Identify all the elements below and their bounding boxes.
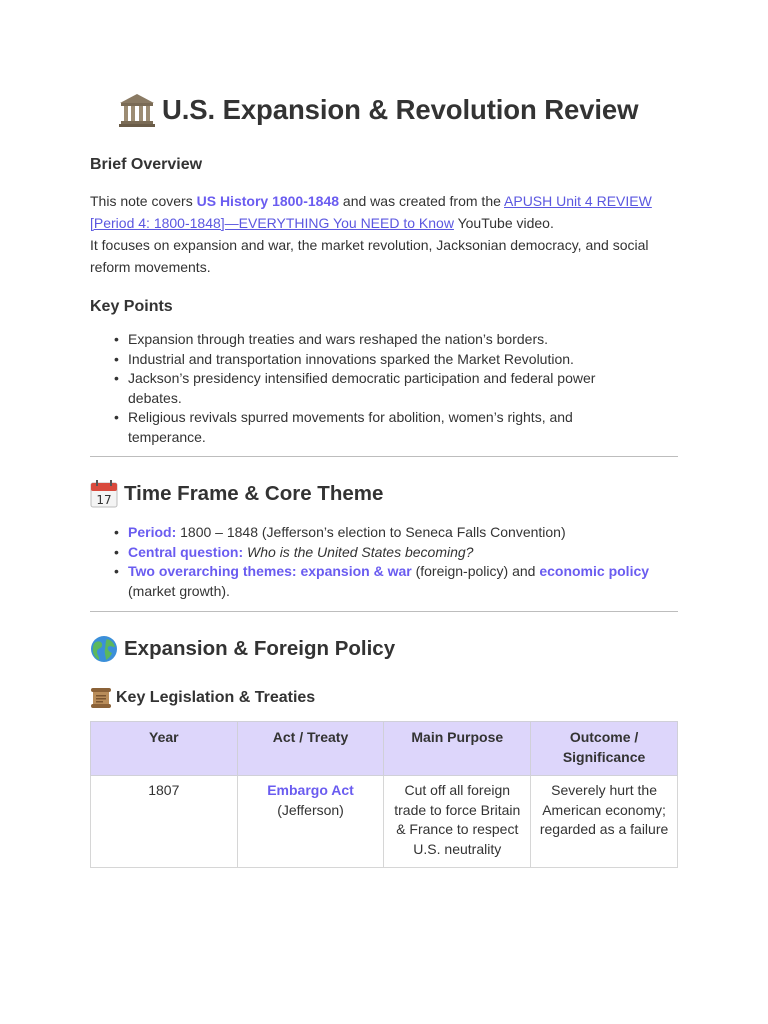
- list-item: • Expansion through treaties and wars reshaped the nation’s borders.: [90, 330, 650, 350]
- legislation-table: [90, 721, 678, 868]
- overview-text: This note covers: [90, 193, 197, 209]
- time-frame-list: [90, 523, 650, 601]
- key-points-list: [90, 330, 650, 447]
- list-item: [90, 543, 650, 563]
- year-cell: 1807: [91, 776, 238, 868]
- time-frame-heading: Time Frame & Core Theme: [124, 482, 384, 505]
- divider: [90, 456, 678, 457]
- classical-building-icon: [118, 92, 156, 128]
- column-header: Act / Treaty: [237, 722, 384, 776]
- period-value: 1800 – 1848 (Jefferson’s election to Seneca Falls Convention): [176, 524, 566, 540]
- time-frame-heading-row: [90, 480, 383, 508]
- overview-heading: Brief Overview: [90, 156, 203, 173]
- list-item: [90, 562, 650, 601]
- themes-label: Two overarching themes: expansion & war: [128, 563, 412, 579]
- page-title-row: [118, 92, 678, 128]
- expansion-heading: Expansion & Foreign Policy: [124, 637, 396, 660]
- list-item: [90, 523, 650, 543]
- column-header: Outcome / Significance: [531, 722, 678, 776]
- column-header: Main Purpose: [384, 722, 531, 776]
- themes-text: (market growth).: [128, 582, 230, 599]
- act-name: Embargo Act: [267, 782, 354, 798]
- period-highlight: US History 1800-1848: [196, 193, 340, 209]
- calendar-icon: [90, 480, 118, 508]
- table-header-row: [91, 722, 678, 776]
- table-row: [91, 776, 678, 868]
- themes-text: (foreign-policy) and: [411, 563, 540, 579]
- act-cell: [237, 776, 384, 868]
- overview-text: and was created from the: [339, 193, 505, 209]
- central-question-label: Central question:: [128, 543, 244, 560]
- list-item: • Religious revivals spurred movements for abolition, women’s rights, and temperance.: [90, 408, 650, 447]
- expansion-heading-row: [90, 635, 395, 663]
- legislation-heading-row: [90, 687, 315, 709]
- overview-paragraph: [90, 190, 678, 278]
- column-header: Year: [91, 722, 238, 776]
- key-points-heading: Key Points: [90, 298, 173, 315]
- period-label: Period:: [128, 524, 177, 540]
- purpose-cell: Cut off all foreign trade to force Britain & France to respect U.S. neutrality: [384, 776, 531, 868]
- overview-line-2: It focuses on expansion and war, the market revolution, Jacksonian democracy, and social reform movements.: [90, 237, 649, 275]
- act-note: (Jefferson): [277, 801, 344, 818]
- scroll-icon: [90, 687, 112, 709]
- overview-text: YouTube video.: [453, 215, 554, 231]
- svg-text:17: 17: [96, 493, 112, 507]
- divider: [90, 611, 678, 612]
- video-link[interactable]: APUSH Unit 4 REVIEW [Period 4: 1800-1848]—EVERYTHING You NEED to Know: [90, 193, 652, 231]
- outcome-cell: Severely hurt the American economy; regarded as a failure: [531, 776, 678, 868]
- list-item: • Industrial and transportation innovations sparked the Market Revolution.: [90, 350, 650, 370]
- list-item: • Jackson’s presidency intensified democratic participation and federal power debates.: [90, 369, 650, 408]
- globe-icon: [90, 635, 118, 663]
- economic-policy-label: economic policy: [539, 563, 650, 579]
- page-title: U.S. Expansion & Revolution Review: [162, 94, 639, 125]
- legislation-heading: Key Legislation & Treaties: [116, 689, 316, 706]
- central-question-value: Who is the United States becoming?: [247, 543, 474, 560]
